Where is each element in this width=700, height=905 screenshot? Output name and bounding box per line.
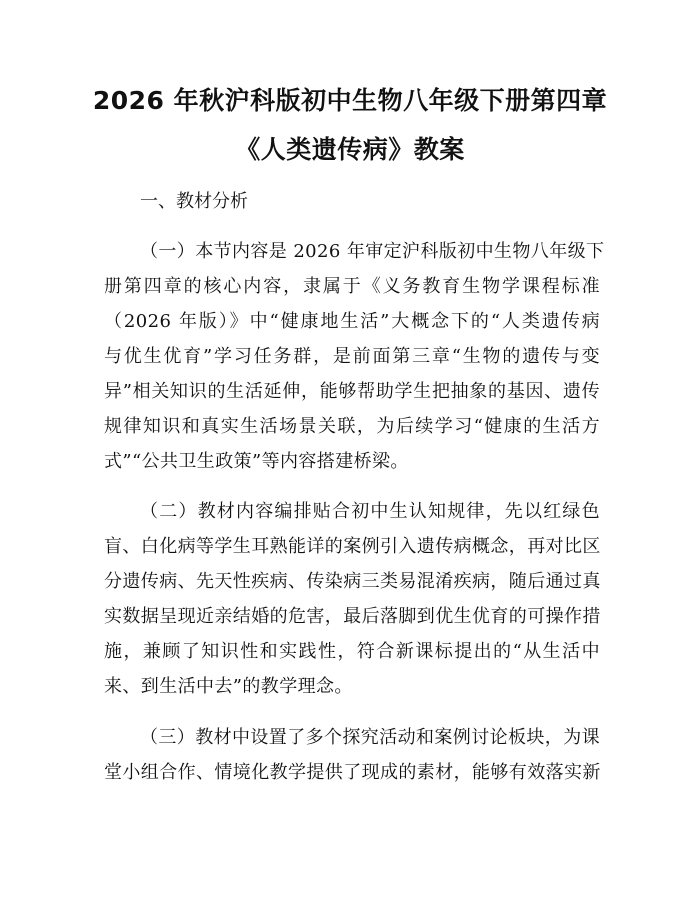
paragraph-line: 分遗传病、先天性疾病、传染病三类易混淆疾病，随后通过真 xyxy=(104,571,601,592)
paragraph-line: 异”相关知识的生活延伸，能够帮助学生把抽象的基因、遗传 xyxy=(104,381,600,402)
document-title-line-1: 2026 年秋沪科版初中生物八年级下册第四章 xyxy=(92,86,608,115)
document-title-line-2: 《人类遗传病》教案 xyxy=(235,135,465,164)
paragraph-line: （二）教材内容编排贴合初中生认知规律，先以红绿色 xyxy=(140,501,600,522)
paragraph-line: 施，兼顾了知识性和实践性，符合新课标提出的“从生活中 xyxy=(104,641,600,662)
paragraph-line: 实数据呈现近亲结婚的危害，最后落脚到优生优育的可操作措 xyxy=(104,606,601,627)
paragraph-line: 来、到生活中去”的教学理念。 xyxy=(104,676,353,697)
paragraph-line: 与优生优育”学习任务群，是前面第三章“生物的遗传与变 xyxy=(104,346,600,367)
paragraph-line: 册第四章的核心内容，隶属于《义务教育生物学课程标准 xyxy=(104,276,600,297)
paragraph-line: （2026 年版）》中“健康地生活”大概念下的“人类遗传病 xyxy=(104,311,600,332)
paragraph-line: 堂小组合作、情境化教学提供了现成的素材，能够有效落实新 xyxy=(104,762,601,783)
section-heading: 一、教材分析 xyxy=(140,191,248,212)
paragraph-line: （三）教材中设置了多个探究活动和案例讨论板块，为课 xyxy=(140,727,600,748)
paragraph-line: 规律知识和真实生活场景关联，为后续学习“健康的生活方 xyxy=(104,416,600,437)
paragraph-line: 盲、白化病等学生耳熟能详的案例引入遗传病概念，再对比区 xyxy=(104,536,601,557)
paragraph-line: 式”“公共卫生政策”等内容搭建桥梁。 xyxy=(104,451,409,472)
paragraph-line: （一）本节内容是 2026 年审定沪科版初中生物八年级下 xyxy=(140,241,605,262)
